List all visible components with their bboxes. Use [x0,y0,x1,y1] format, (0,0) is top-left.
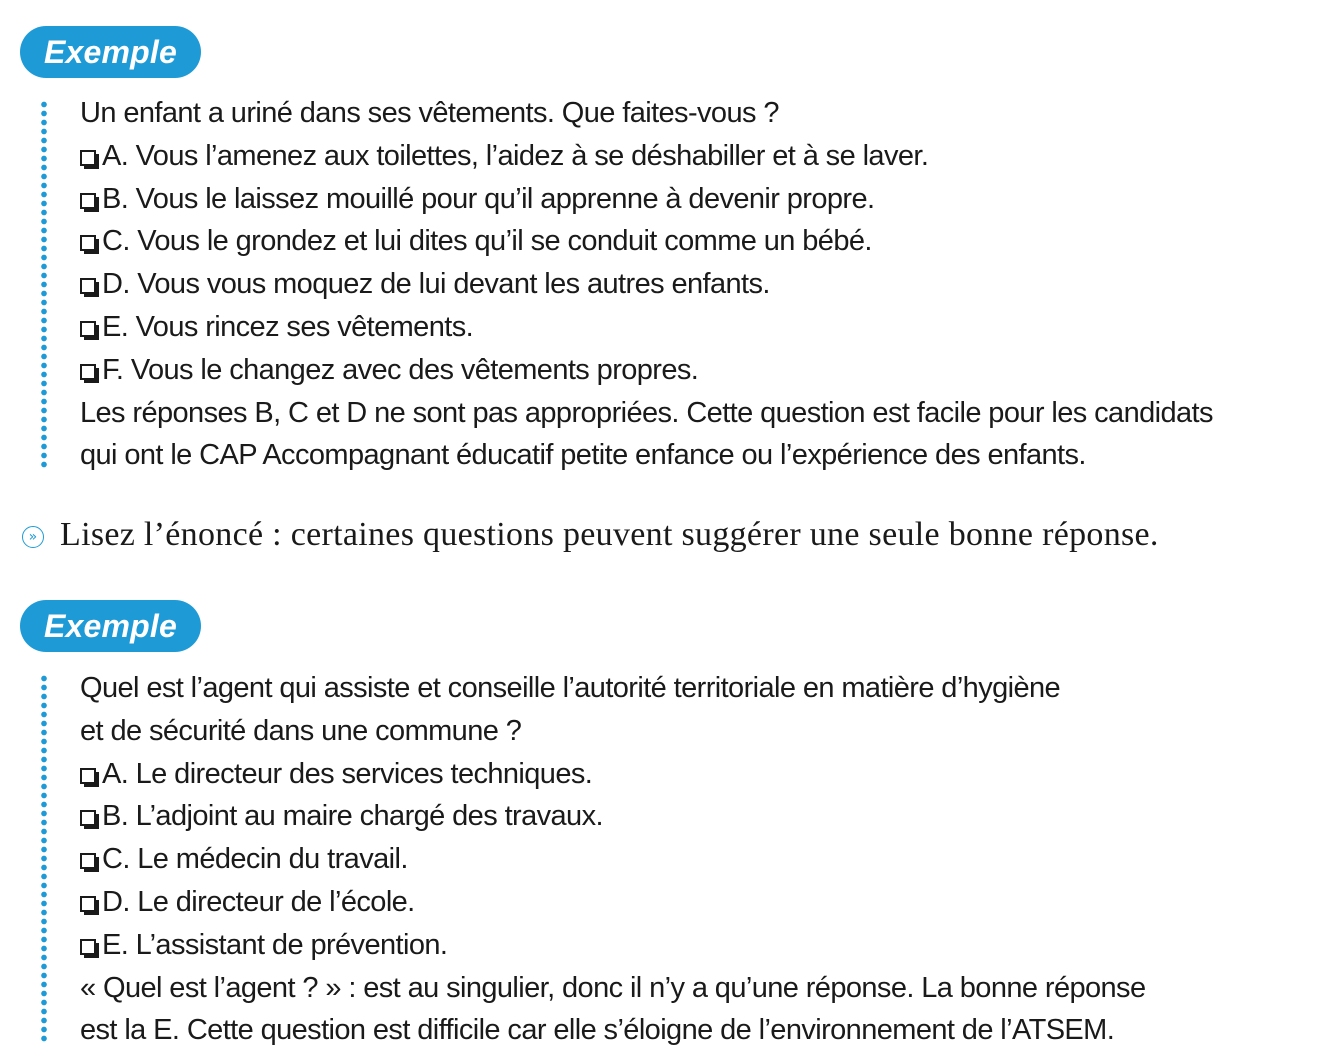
option-item: E. L’assistant de prévention. [80,924,1290,967]
answer-explanation: qui ont le CAP Accompagnant éducatif petite enfance ou l’expérience des enfants. [80,439,1086,472]
checkbox-icon [80,150,96,166]
dotted-rule [40,674,48,1044]
checkbox-icon [80,939,96,955]
question-text: Un enfant a uriné dans ses vêtements. Que faites-vous ? [80,97,779,129]
checkbox-icon [80,768,96,784]
option-item: B. Vous le laissez mouillé pour qu’il apprenne à devenir propre. [80,178,1290,221]
checkbox-icon [80,853,96,869]
dotted-rule [40,100,48,468]
option-item: A. Vous l’amenez aux toilettes, l’aidez à se déshabiller et à se laver. [80,135,1290,178]
option-item: F. Vous le changez avec des vêtements propres. [80,349,1290,392]
checkbox-icon [80,193,96,209]
checkbox-icon [80,896,96,912]
tip-text: Lisez l’énoncé : certaines questions peuvent suggérer une seule bonne réponse. [60,516,1159,553]
option-item: B. L’adjoint au maire chargé des travaux. [80,795,1290,838]
tip-line [22,512,1159,558]
option-item: D. Le directeur de l’école. [80,881,1290,924]
example-2-block [80,667,1290,1052]
option-item: A. Le directeur des services techniques. [80,753,1290,796]
checkbox-icon [80,364,96,380]
answer-explanation: est la E. Cette question est difficile car elle s’éloigne de l’environnement de l’ATSEM. [80,1014,1115,1047]
question-text: et de sécurité dans une commune ? [80,714,522,747]
option-item: C. Vous le grondez et lui dites qu’il se conduit comme un bébé. [80,220,1290,263]
example-badge: Exemple [20,26,201,78]
answer-explanation: « Quel est l’agent ? » : est au singulier, donc il n’y a qu’une réponse. La bonne réponse [80,971,1146,1004]
question-text: Quel est l’agent qui assiste et conseille l’autorité territoriale en matière d’hygiène [80,672,1061,704]
example-1-block [80,92,1290,477]
example-badge: Exemple [20,600,201,652]
checkbox-icon [80,278,96,294]
option-item: C. Le médecin du travail. [80,838,1290,881]
chevron-double-right-icon: » [22,526,44,548]
checkbox-icon [80,235,96,251]
option-item: E. Vous rincez ses vêtements. [80,306,1290,349]
checkbox-icon [80,810,96,826]
checkbox-icon [80,321,96,337]
answer-explanation: Les réponses B, C et D ne sont pas appropriées. Cette question est facile pour les candidats [80,396,1213,429]
option-item: D. Vous vous moquez de lui devant les autres enfants. [80,263,1290,306]
